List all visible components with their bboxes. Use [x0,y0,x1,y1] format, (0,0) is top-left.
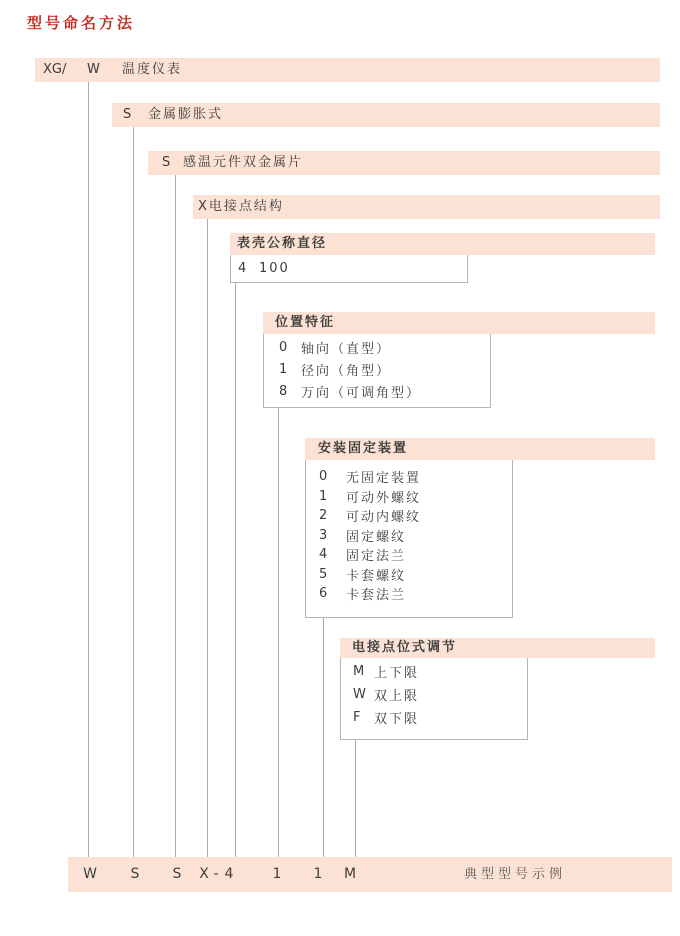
option-item [341,660,527,683]
option-code: 2 [319,508,328,524]
connector-line-s2 [175,175,176,857]
option-code: F [353,710,361,725]
dial-diameter-header [230,233,655,255]
option-label: 双上限 [374,689,420,704]
option-label: 固定法兰 [346,549,407,565]
series-code-w: W [87,62,100,77]
option-code: 1 [279,361,288,377]
page-title: 型号命名方法 [27,14,136,32]
option-code: 8 [279,383,288,399]
example-code: S [172,866,182,882]
dial-diameter-box [230,255,468,283]
connector-line-1b [323,618,324,857]
option-code: 6 [319,586,328,602]
option-label: 径向（角型） [301,363,392,379]
example-code: M [343,866,357,882]
series-bar [35,58,660,82]
option-item [306,526,512,546]
example-caption: 典型型号示例 [464,867,567,882]
option-item [306,467,512,487]
contact-adjust-box [340,658,528,740]
position-feature-title: 位置特征 [275,315,336,330]
example-code: 1 [272,866,282,882]
option-item [264,358,490,380]
mounting-device-header [305,438,655,460]
option-label: 卡套法兰 [346,588,407,604]
type-bar [112,103,660,127]
option-item [341,706,527,729]
mounting-device-title: 安装固定装置 [318,441,409,456]
series-label: 温度仪表 [122,62,183,77]
sensor-label: 感温元件双金属片 [183,155,304,170]
option-code: 4 [319,547,328,563]
option-label: 固定螺纹 [346,529,407,545]
option-label: 卡套螺纹 [346,568,407,584]
option-label: 万向（可调角型） [301,385,422,401]
connector-line-1a [278,408,279,857]
example-code: X [199,866,209,882]
example-code: W [83,866,97,882]
connector-line-x [207,219,208,857]
option-label: 双下限 [374,712,420,727]
option-item [306,584,512,604]
option-code: M [353,664,365,679]
option-code: 5 [319,566,328,582]
option-item [341,683,527,706]
option-code: W [353,687,366,702]
contact-adjust-title: 电接点位式调节 [352,640,458,655]
contact-adjust-header [340,638,655,658]
option-item [306,506,512,526]
option-item [264,336,490,358]
dial-diameter-title: 表壳公称直径 [237,236,328,251]
sensor-bar [148,151,660,175]
option-item [306,487,512,507]
option-item [306,545,512,565]
type-label: 金属膨胀式 [148,107,224,122]
type-code: S [123,107,132,122]
option-label: 无固定装置 [346,471,422,487]
example-bar [68,857,672,892]
option-code: 0 [279,339,288,355]
position-feature-header [263,312,655,334]
option-code: 3 [319,527,328,543]
connector-line-4 [235,283,236,857]
series-code-prefix: XG/ [43,62,67,77]
option-code: 0 [319,469,328,485]
contact-structure-label: X电接点结构 [198,199,284,214]
example-code: 4 [224,866,234,882]
option-label: 上下限 [374,666,420,681]
sensor-code: S [162,155,171,170]
option-code: 1 [319,488,328,504]
example-code: - [213,866,219,882]
connector-line-m [355,740,356,857]
option-item [264,380,490,402]
mounting-device-box [305,460,513,618]
option-label: 100 [259,261,290,276]
option-label: 可动外螺纹 [346,490,422,506]
contact-structure-bar [193,195,660,219]
position-feature-box [263,334,491,408]
example-code: S [130,866,140,882]
option-label: 可动内螺纹 [346,510,422,526]
option-item [231,255,467,282]
option-code: 4 [238,261,247,276]
option-label: 轴向（直型） [301,341,392,357]
connector-line-s1 [133,127,134,857]
connector-line-w [88,82,89,857]
option-item [306,565,512,585]
example-code: 1 [313,866,323,882]
